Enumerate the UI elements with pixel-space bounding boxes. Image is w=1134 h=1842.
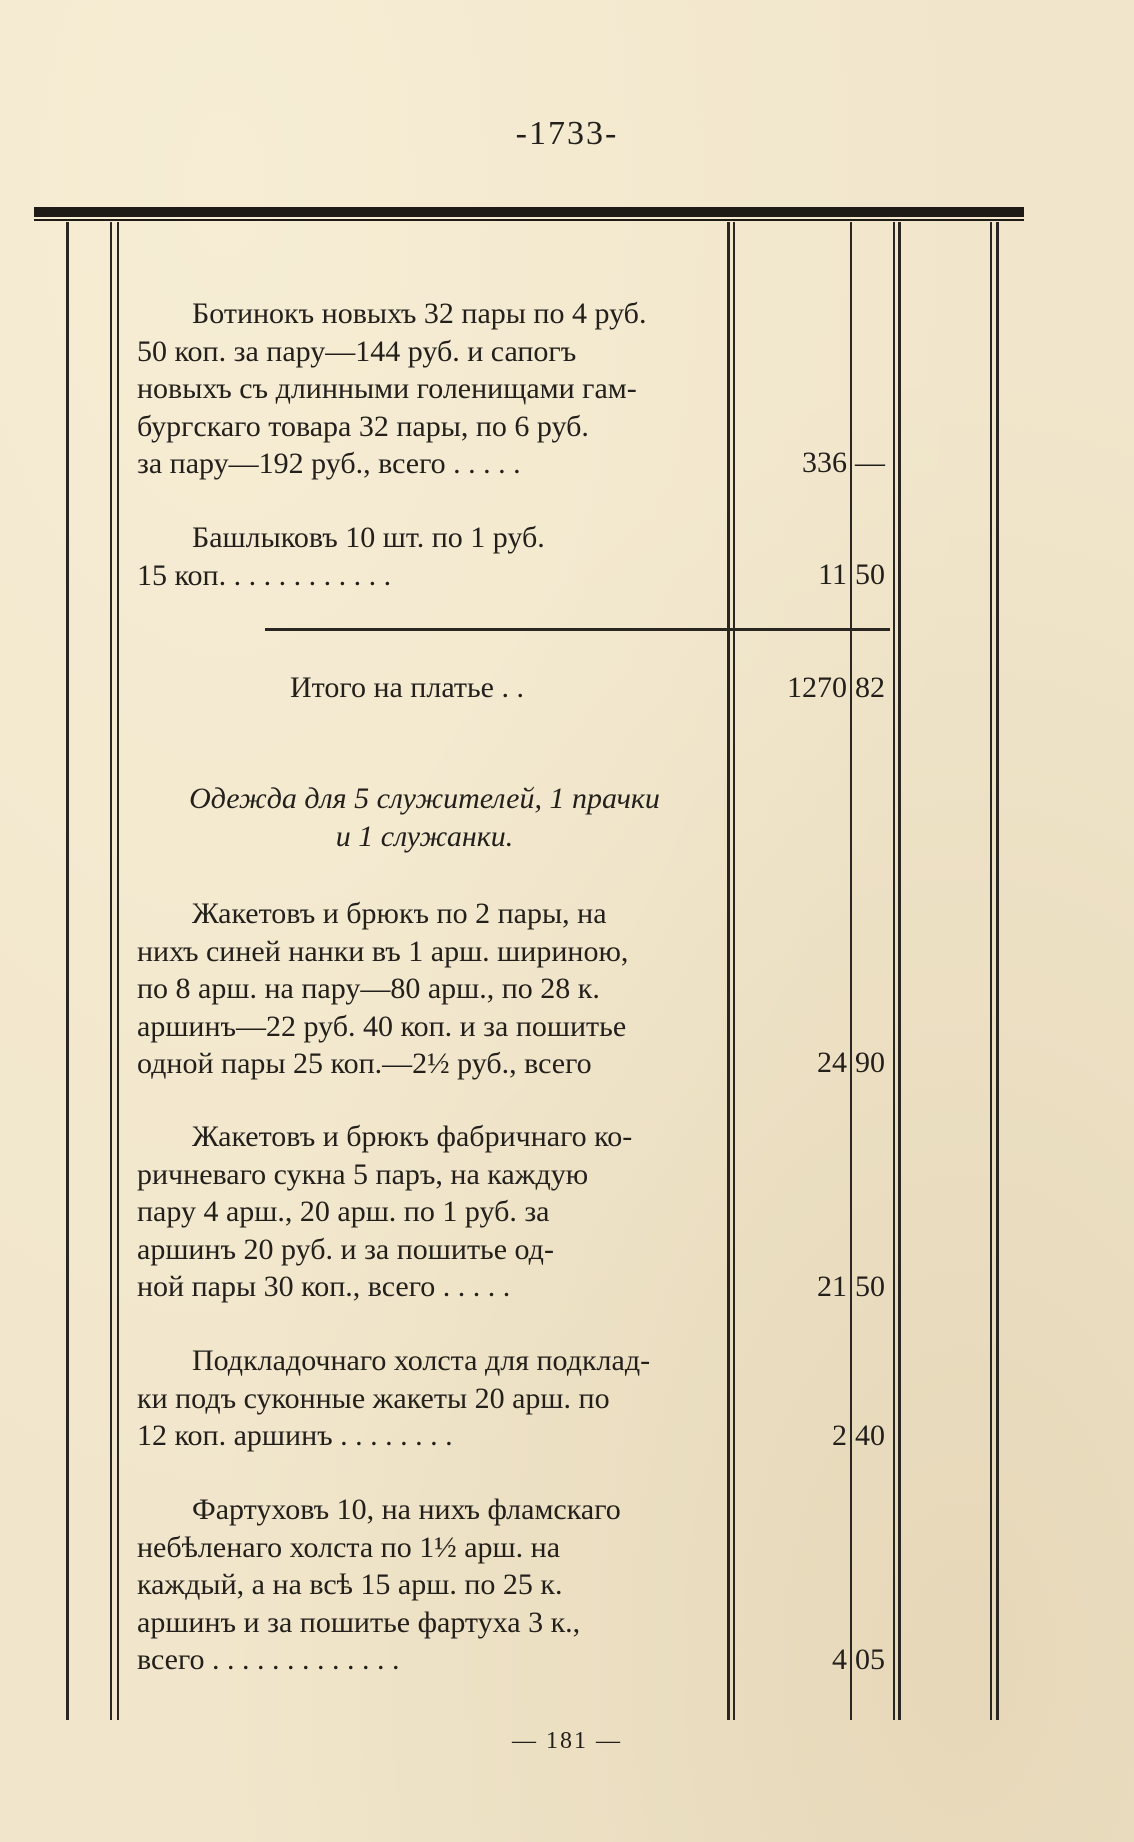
entry-line: аршинъ и за пошитье фартуха 3 к., — [137, 1605, 581, 1639]
entry-boots — [137, 295, 712, 483]
entry-lining — [137, 1342, 712, 1455]
table-left-border-inner — [110, 222, 112, 1720]
entry-line: Жакетовъ и брюкъ фабричнаго ко- — [192, 1120, 633, 1153]
entry-line: по 8 арш. на пару—80 арш., по 28 к. — [137, 972, 600, 1005]
entry-line: Башлыковъ 10 шт. по 1 руб. — [192, 521, 545, 554]
entry-line: ки подъ суконные жакеты 20 арш. по — [137, 1381, 610, 1415]
entry-line: небѣленаго холста по 1½ арш. на — [137, 1530, 561, 1564]
total-clothing-kop: 82 — [855, 671, 885, 704]
table-right-border — [898, 222, 901, 1720]
amount-kop: 50 — [855, 1270, 885, 1303]
kop-column-right — [893, 222, 895, 1720]
total-clothing-label: Итого на платье . . — [290, 671, 524, 704]
amount-kop: — — [855, 446, 885, 479]
table-top-rule — [34, 207, 1024, 217]
total-clothing-rub: 1270 — [787, 671, 847, 704]
amount-rub: 21 — [817, 1270, 847, 1303]
entry-jackets-cloth — [137, 1118, 712, 1306]
entry-jackets-nankeen — [137, 895, 712, 1083]
entry-line: Подкладочнаго холста для подклад- — [192, 1344, 651, 1377]
entry-line: нихъ синей нанки въ 1 арш. шириною, — [137, 934, 629, 968]
section-heading-line: Одежда для 5 служителей, 1 прачки — [189, 782, 660, 815]
amount-rub: 11 — [818, 558, 847, 591]
entry-line: ричневаго сукна 5 паръ, на каждую — [137, 1157, 589, 1191]
entry-line: каждый, а на всѣ 15 арш. по 25 к. — [137, 1568, 563, 1601]
entry-line: ной пары 30 коп., всего . . . . . — [137, 1270, 511, 1303]
amount-rub: 336 — [802, 446, 847, 479]
rub-column-left — [727, 222, 730, 1720]
total-rule — [265, 628, 890, 631]
table-inner-border — [117, 222, 119, 1720]
amount-rub: 4 — [832, 1643, 847, 1676]
kop-column-left — [850, 222, 852, 1720]
entry-hoods — [137, 519, 712, 594]
entry-line: Ботинокъ новыхъ 32 пары по 4 руб. — [192, 297, 647, 330]
section-heading — [137, 780, 712, 856]
entry-line: пару 4 арш., 20 арш. по 1 руб. за — [137, 1195, 550, 1228]
entry-line: 50 коп. за пару—144 руб. и сапогъ — [137, 334, 577, 368]
page-footer: — 181 — — [512, 1728, 622, 1754]
entry-line: одной пары 25 коп.—2½ руб., всего — [137, 1047, 592, 1080]
amount-kop: 40 — [855, 1419, 885, 1452]
entry-line: Жакетовъ и брюкъ по 2 пары, на — [192, 897, 607, 930]
entry-line: Фартуховъ 10, на нихъ фламскаго — [192, 1493, 621, 1526]
amount-rub: 2 — [832, 1419, 847, 1452]
entry-line: бургскаго товара 32 пары, по 6 руб. — [137, 409, 589, 443]
table-far-right-border-2 — [996, 222, 999, 1720]
entry-line: 15 коп. . . . . . . . . . . . — [137, 558, 392, 592]
table-top-rule-thin — [34, 219, 1024, 221]
table-left-border — [66, 222, 69, 1720]
entry-line: новыхъ съ длинными голенищами гам- — [137, 372, 637, 405]
section-heading-line: и 1 служанки. — [335, 820, 514, 853]
amount-rub: 24 — [817, 1046, 847, 1079]
page-header: -1733- — [515, 115, 619, 152]
amount-kop: 05 — [855, 1643, 885, 1676]
entry-line: аршинъ—22 руб. 40 коп. и за пошитье — [137, 1009, 627, 1043]
amount-kop: 50 — [855, 558, 885, 591]
entry-aprons — [137, 1491, 712, 1679]
entry-line: всего . . . . . . . . . . . . . — [137, 1643, 400, 1676]
entry-line: за пару—192 руб., всего . . . . . — [137, 447, 521, 480]
entry-line: аршинъ 20 руб. и за пошитье од- — [137, 1232, 554, 1266]
entry-line: 12 коп. аршинъ . . . . . . . . — [137, 1419, 453, 1452]
amount-kop: 90 — [855, 1046, 885, 1079]
table-far-right-border — [990, 222, 992, 1720]
